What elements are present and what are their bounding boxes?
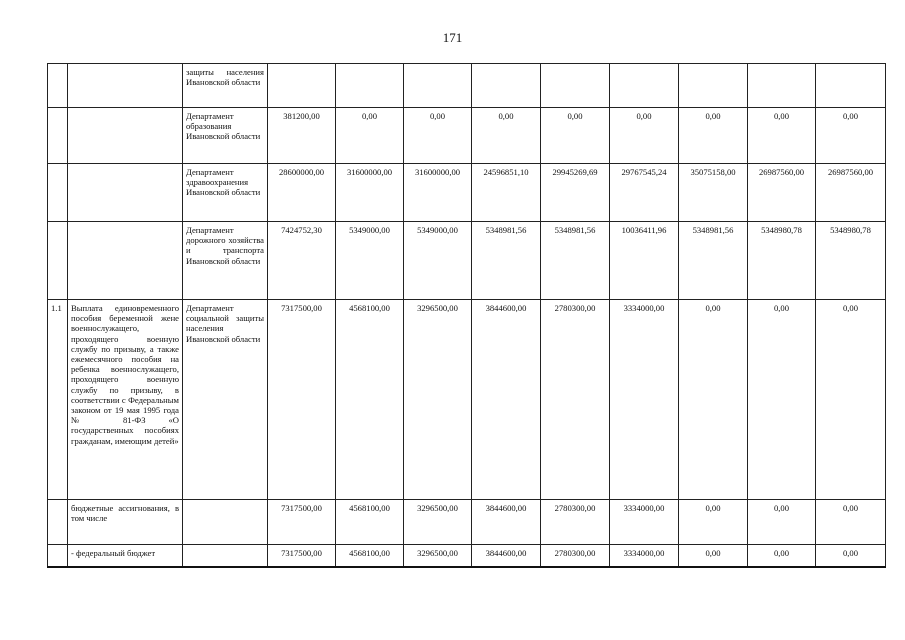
value-cell: 0,00	[610, 108, 679, 164]
value-cell: 0,00	[816, 545, 886, 567]
value-cell: 0,00	[748, 500, 816, 545]
value-cell: 5348981,56	[472, 222, 541, 300]
activity-name-cell: бюджетные ассигнования, в том числе	[68, 500, 183, 545]
value-cell: 3844600,00	[472, 300, 541, 500]
value-cell: 5348981,56	[541, 222, 610, 300]
table-row	[48, 300, 886, 500]
value-cell: 31600000,00	[404, 164, 472, 222]
row-number-cell: 1.1	[48, 300, 68, 500]
value-cell: 0,00	[816, 300, 886, 500]
executor-cell: Департамент дорожного хозяйства и транспорта Ивановской области	[183, 222, 268, 300]
value-cell: 4568100,00	[336, 545, 404, 567]
activity-name-cell	[68, 108, 183, 164]
value-cell: 29945269,69	[541, 164, 610, 222]
executor-cell: Департамент здравоохранения Ивановской области	[183, 164, 268, 222]
value-cell	[816, 64, 886, 108]
row-number-cell	[48, 164, 68, 222]
value-cell: 3844600,00	[472, 545, 541, 567]
table-row	[48, 500, 886, 545]
value-cell: 7424752,30	[268, 222, 336, 300]
value-cell: 35075158,00	[679, 164, 748, 222]
value-cell: 2780300,00	[541, 300, 610, 500]
value-cell: 0,00	[404, 108, 472, 164]
value-cell: 3334000,00	[610, 300, 679, 500]
value-cell: 2780300,00	[541, 500, 610, 545]
table-row	[48, 64, 886, 108]
row-number-cell	[48, 108, 68, 164]
value-cell	[336, 64, 404, 108]
table-row	[48, 164, 886, 222]
value-cell	[268, 64, 336, 108]
executor-cell	[183, 500, 268, 545]
executor-cell	[183, 545, 268, 567]
value-cell: 0,00	[336, 108, 404, 164]
value-cell: 3334000,00	[610, 545, 679, 567]
value-cell: 0,00	[816, 500, 886, 545]
table-row	[48, 108, 886, 164]
activity-name-cell: Выплата единовременного пособия беременной жене военнослужащего, проходящего военную службу по призыву, а также ежемесячного пособия на ребенка военнослужащего, проходящего военную службу по призыву, в соответствии с Федеральным законом от 19 мая 1995 года № 81-ФЗ «О государственных пособиях гражданам, имеющим детей»	[68, 300, 183, 500]
value-cell: 0,00	[679, 545, 748, 567]
value-cell: 4568100,00	[336, 300, 404, 500]
value-cell	[541, 64, 610, 108]
activity-name-cell	[68, 164, 183, 222]
value-cell: 7317500,00	[268, 500, 336, 545]
value-cell: 3334000,00	[610, 500, 679, 545]
value-cell: 381200,00	[268, 108, 336, 164]
value-cell: 4568100,00	[336, 500, 404, 545]
value-cell	[679, 64, 748, 108]
value-cell	[610, 64, 679, 108]
value-cell: 0,00	[679, 300, 748, 500]
value-cell: 3844600,00	[472, 500, 541, 545]
value-cell: 3296500,00	[404, 300, 472, 500]
value-cell	[748, 64, 816, 108]
value-cell: 7317500,00	[268, 300, 336, 500]
value-cell: 0,00	[472, 108, 541, 164]
executor-cell: Департамент социальной защиты населения Ивановской области	[183, 300, 268, 500]
value-cell: 0,00	[748, 108, 816, 164]
value-cell: 28600000,00	[268, 164, 336, 222]
row-number-cell	[48, 64, 68, 108]
value-cell: 10036411,96	[610, 222, 679, 300]
value-cell: 5349000,00	[404, 222, 472, 300]
table-row	[48, 545, 886, 567]
value-cell	[472, 64, 541, 108]
activity-name-cell	[68, 222, 183, 300]
executor-cell: Департамент образования Ивановской области	[183, 108, 268, 164]
value-cell: 5349000,00	[336, 222, 404, 300]
value-cell: 0,00	[679, 500, 748, 545]
value-cell	[404, 64, 472, 108]
value-cell: 0,00	[748, 545, 816, 567]
value-cell: 0,00	[816, 108, 886, 164]
row-number-cell	[48, 500, 68, 545]
budget-table	[47, 63, 886, 568]
value-cell: 24596851,10	[472, 164, 541, 222]
value-cell: 0,00	[541, 108, 610, 164]
page-number: 171	[442, 30, 463, 45]
activity-name-cell	[68, 64, 183, 108]
value-cell: 2780300,00	[541, 545, 610, 567]
value-cell: 31600000,00	[336, 164, 404, 222]
value-cell: 0,00	[748, 300, 816, 500]
value-cell: 0,00	[679, 108, 748, 164]
value-cell: 3296500,00	[404, 545, 472, 567]
value-cell: 26987560,00	[816, 164, 886, 222]
executor-cell: защиты населения Ивановской области	[183, 64, 268, 108]
value-cell: 29767545,24	[610, 164, 679, 222]
row-number-cell	[48, 222, 68, 300]
value-cell: 26987560,00	[748, 164, 816, 222]
value-cell: 3296500,00	[404, 500, 472, 545]
activity-name-cell: - федеральный бюджет	[68, 545, 183, 567]
value-cell: 5348981,56	[679, 222, 748, 300]
value-cell: 5348980,78	[816, 222, 886, 300]
value-cell: 5348980,78	[748, 222, 816, 300]
table-row	[48, 222, 886, 300]
value-cell: 7317500,00	[268, 545, 336, 567]
row-number-cell	[48, 545, 68, 567]
